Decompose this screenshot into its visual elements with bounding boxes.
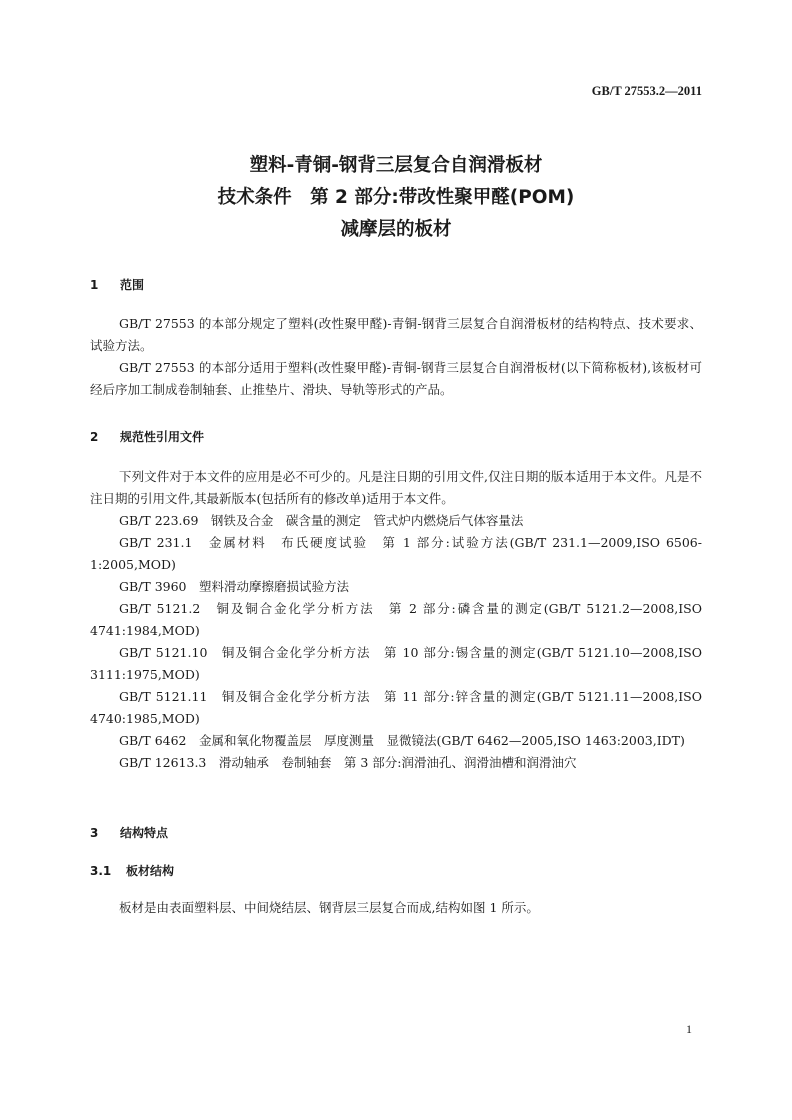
reference-item: GB/T 5121.2 铜及铜合金化学分析方法 第 2 部分:磷含量的测定(GB/T 5121.2—2008,ISO 4741:1984,MOD) (90, 601, 702, 638)
document-title (0, 150, 792, 246)
section-title: 规范性引用文件 (120, 430, 205, 444)
paragraph: 板材是由表面塑料层、中间烧结层、钢背层三层复合而成,结构如图 1 所示。 (119, 900, 539, 915)
section-2-body (90, 466, 702, 774)
section-number: 3.1 (90, 864, 112, 878)
section-1-heading (90, 276, 144, 293)
reference-item: GB/T 231.1 金属材料 布氏硬度试验 第 1 部分:试验方法(GB/T 231.1—2009,ISO 6506-1:2005,MOD) (90, 535, 702, 572)
title-line-2: 技术条件 第 2 部分:带改性聚甲醛(POM) (217, 187, 575, 208)
section-2-heading (90, 428, 204, 445)
title-line-3: 减摩层的板材 (340, 219, 452, 240)
paragraph: GB/T 27553 的本部分适用于塑料(改性聚甲醛)-青铜-钢背三层复合自润滑板材(以下简称板材),该板材可经后序加工制成卷制轴套、止推垫片、滑块、导轨等形式的产品。 (90, 360, 702, 397)
reference-item: GB/T 5121.10 铜及铜合金化学分析方法 第 10 部分:锡含量的测定(GB/T 5121.10—2008,ISO 3111:1975,MOD) (90, 645, 702, 682)
section-number: 1 (90, 278, 99, 292)
section-3-1-heading (90, 862, 174, 879)
paragraph: 下列文件对于本文件的应用是必不可少的。凡是注日期的引用文件,仅注日期的版本适用于本文件。凡是不注日期的引用文件,其最新版本(包括所有的修改单)适用于本文件。 (90, 469, 702, 506)
paragraph: GB/T 27553 的本部分规定了塑料(改性聚甲醛)-青铜-钢背三层复合自润滑板材的结构特点、技术要求、试验方法。 (90, 316, 702, 353)
section-number: 3 (90, 826, 99, 840)
section-title: 结构特点 (120, 826, 169, 840)
reference-item: GB/T 12613.3 滑动轴承 卷制轴套 第 3 部分:润滑油孔、润滑油槽和润滑油穴 (119, 755, 577, 770)
page-number: 1 (686, 1022, 692, 1036)
reference-item: GB/T 3960 塑料滑动摩擦磨损试验方法 (119, 579, 350, 594)
section-number: 2 (90, 430, 99, 444)
standard-number: GB/T 27553.2—2011 (591, 84, 702, 98)
section-1-body (90, 313, 702, 401)
section-title: 板材结构 (126, 864, 175, 878)
reference-item: GB/T 5121.11 铜及铜合金化学分析方法 第 11 部分:锌含量的测定(GB/T 5121.11—2008,ISO 4740:1985,MOD) (90, 689, 702, 726)
title-line-1: 塑料-青铜-钢背三层复合自润滑板材 (249, 155, 543, 176)
reference-item: GB/T 6462 金属和氧化物覆盖层 厚度测量 显微镜法(GB/T 6462—2005,ISO 1463:2003,IDT) (119, 733, 685, 748)
section-3-heading (90, 824, 168, 841)
reference-item: GB/T 223.69 钢铁及合金 碳含量的测定 管式炉内燃烧后气体容量法 (119, 513, 524, 528)
section-3-1-body (90, 897, 702, 919)
section-title: 范围 (120, 278, 145, 292)
